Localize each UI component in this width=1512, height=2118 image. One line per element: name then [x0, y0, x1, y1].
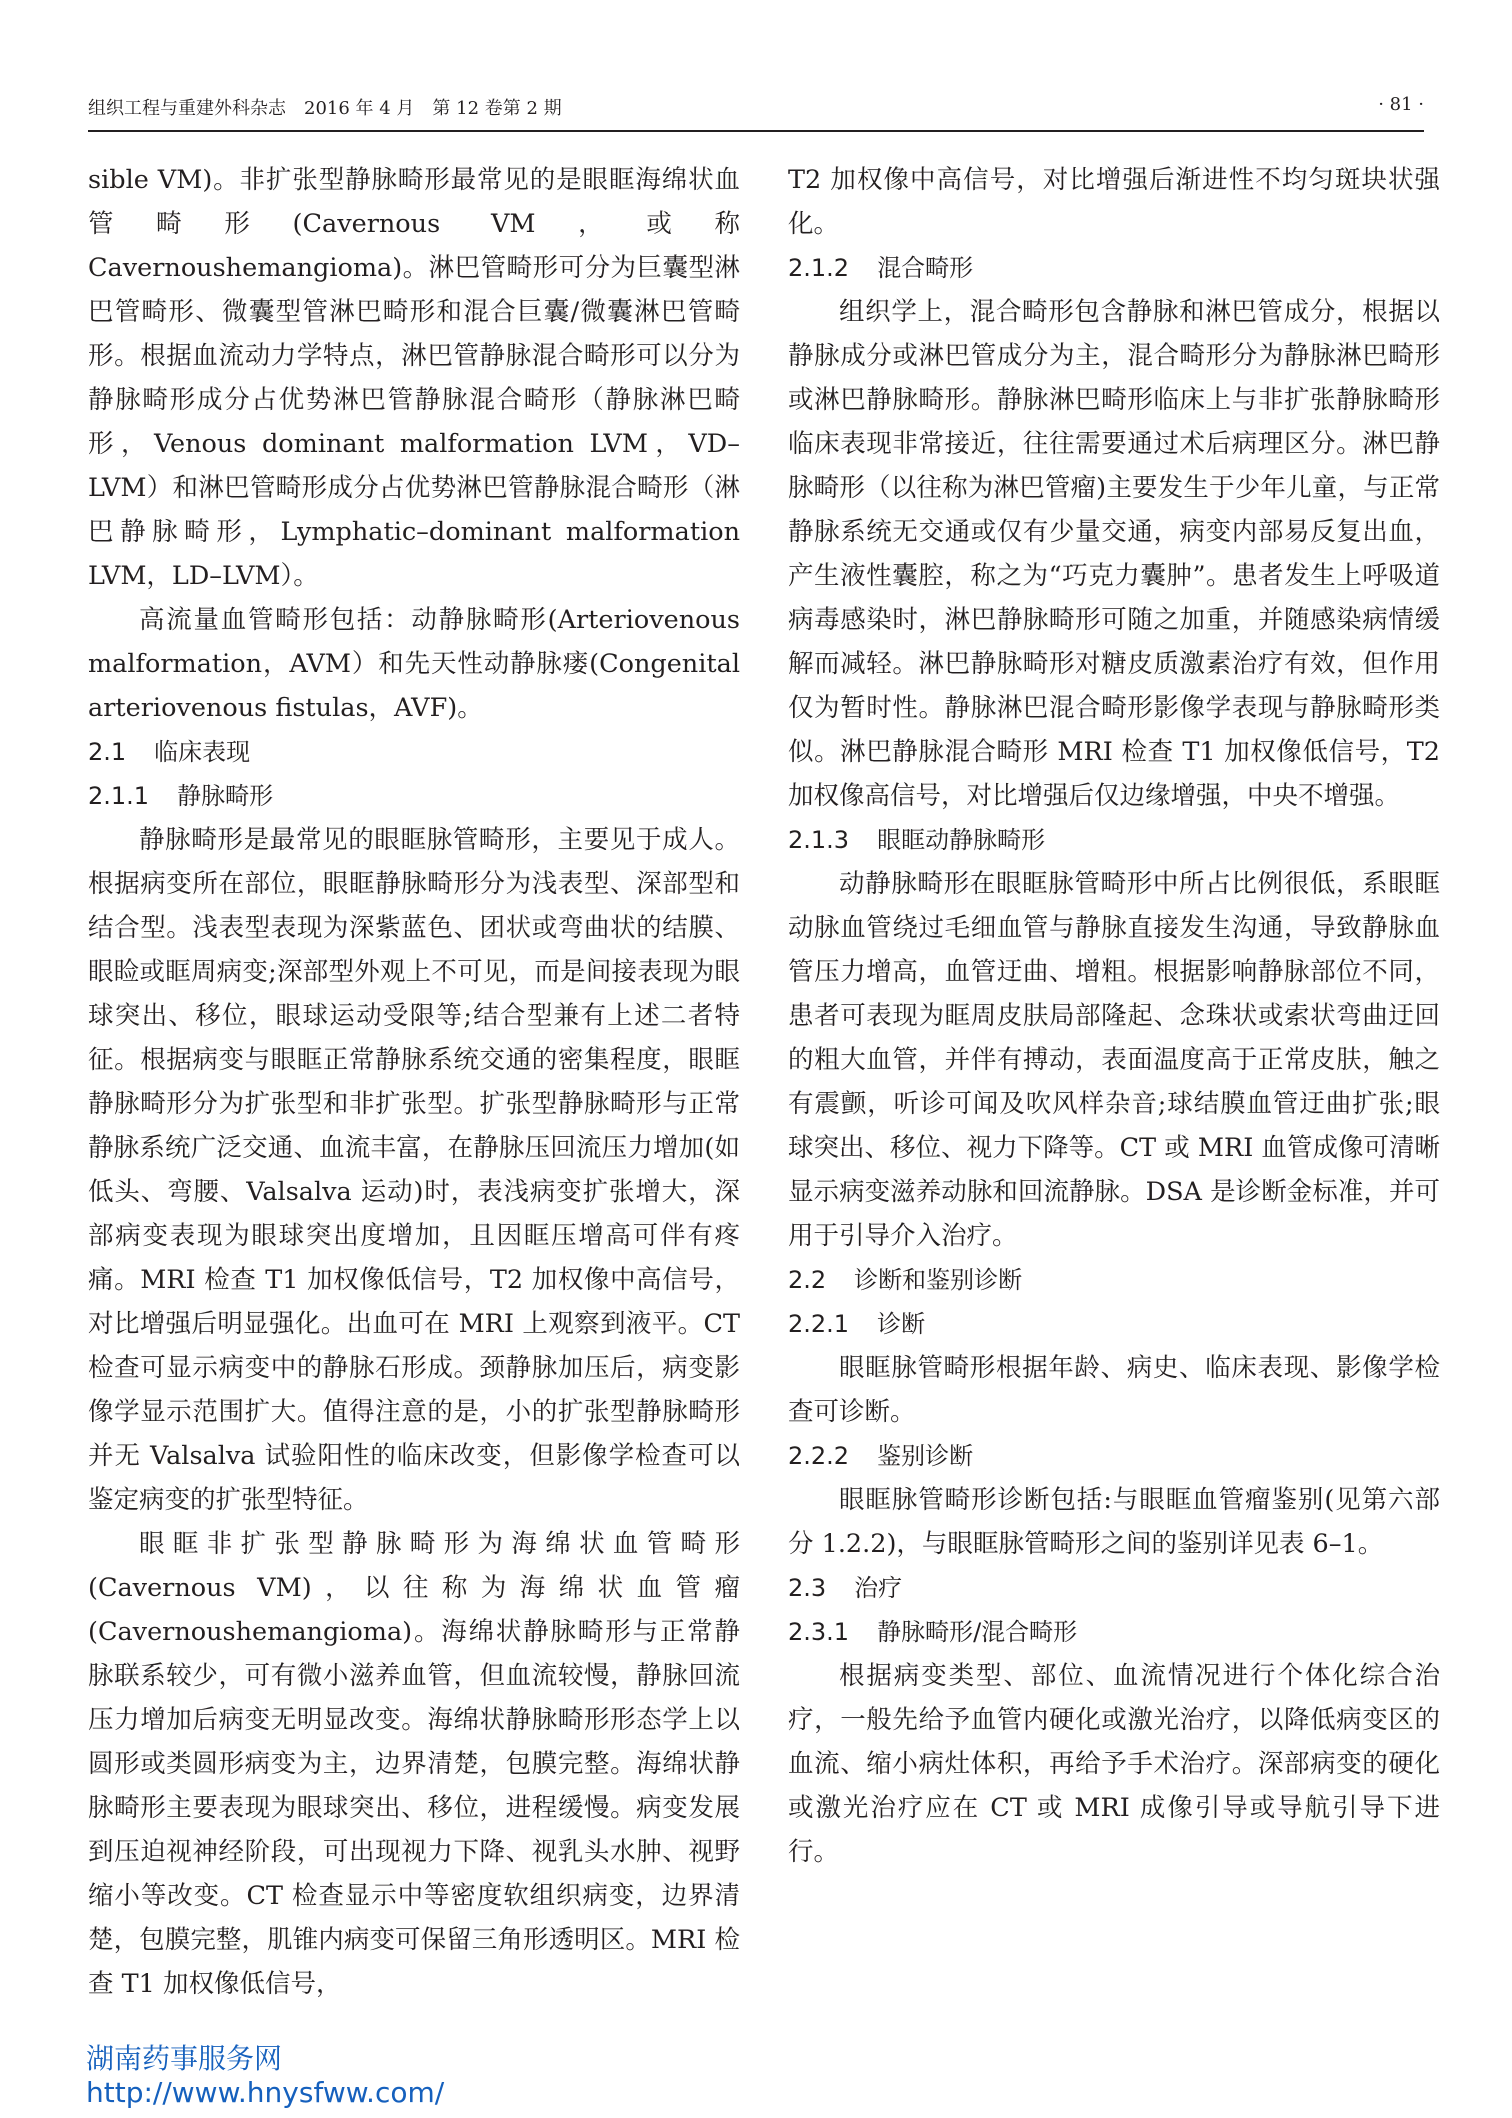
paragraph: 眼眶非扩张型静脉畸形为海绵状血管畸形(Cavernous VM)，以往称为海绵状血管瘤(Cavernoushemangioma)。海绵状静脉畸形与正常静脉联系较少，可有微小滋养血管，但血流较慢，静脉回流压力增加后病变无明显改变。海绵状静脉畸形形态学上以圆形或类圆形病变为主，边界清楚，包膜完整。海绵状静脉畸形主要表现为眼球突出、移位，进程缓慢。病变发展到压迫视神经阶段，可出现视力下降、视乳头水肿、视野缩小等改变。CT 检查显示中等密度软组织病变，边界清楚，包膜完整，肌锥内病变可保留三角形透明区。MRI 检查 T1 加权像低信号， [88, 1529, 740, 1999]
section-title: 诊断和鉴别诊断 [854, 1266, 1023, 1294]
section-heading [88, 730, 740, 774]
section-number: 2.3.1 [788, 1618, 850, 1646]
paragraph: sible VM)。非扩张型静脉畸形最常见的是眼眶海绵状血管畸形(Cavernous VM，或称 Cavernoushemangioma)。淋巴管畸形可分为巨囊型淋巴管畸形、微囊型管淋巴畸形和混合巨囊/微囊淋巴管畸形。根据血流动力学特点，淋巴管静脉混合畸形可以分为静脉畸形成分占优势淋巴管静脉混合畸形（静脉淋巴畸形，Venous dominant malformation LVM，VD–LVM）和淋巴管畸形成分占优势淋巴管静脉混合畸形（淋巴静脉畸形，Lymphatic–dominant malformation LVM，LD–LVM）。 [88, 165, 740, 591]
paragraph: 眼眶脉管畸形诊断包括:与眼眶血管瘤鉴别(见第六部分 1.2.2)，与眼眶脉管畸形之间的鉴别详见表 6–1。 [788, 1485, 1440, 1559]
section-title: 临床表现 [154, 738, 251, 766]
section-heading [788, 1258, 1440, 1302]
section-title: 鉴别诊断 [877, 1442, 974, 1470]
watermark-site-url: http://www.hnysfww.com/ [86, 2076, 445, 2109]
header-rule [88, 130, 1424, 132]
section-number: 2.2.2 [788, 1442, 850, 1470]
section-heading [788, 1566, 1440, 1610]
page-header [88, 94, 1424, 124]
section-heading [788, 246, 1440, 290]
section-heading [788, 1302, 1440, 1346]
paragraph: 动静脉畸形在眼眶脉管畸形中所占比例很低，系眼眶动脉血管绕过毛细血管与静脉直接发生沟通，导致静脉血管压力增高，血管迂曲、增粗。根据影响静脉部位不同，患者可表现为眶周皮肤局部隆起、念珠状或索状弯曲迂回的粗大血管，并伴有搏动，表面温度高于正常皮肤，触之有震颤，听诊可闻及吹风样杂音;球结膜血管迂曲扩张;眼球突出、移位、视力下降等。CT 或 MRI 血管成像可清晰显示病变滋养动脉和回流静脉。DSA 是诊断金标准，并可用于引导介入治疗。 [788, 869, 1440, 1251]
right-column [788, 158, 1440, 1874]
section-title: 静脉畸形 [177, 782, 274, 810]
watermark-footer [86, 2042, 444, 2110]
section-heading [788, 818, 1440, 862]
paragraph: 眼眶脉管畸形根据年龄、病史、临床表现、影像学检查可诊断。 [788, 1353, 1440, 1427]
left-column [88, 158, 740, 2006]
section-title: 治疗 [854, 1574, 903, 1602]
paragraph: T2 加权像中高信号，对比增强后渐进性不均匀斑块状强化。 [788, 165, 1440, 239]
section-title: 静脉畸形/混合畸形 [877, 1618, 1078, 1646]
section-heading [88, 774, 740, 818]
section-title: 眼眶动静脉畸形 [877, 826, 1046, 854]
section-heading [788, 1434, 1440, 1478]
paragraph: 高流量血管畸形包括：动静脉畸形(Arteriovenous malformation，AVM）和先天性动静脉瘘(Congenital arteriovenous fistulas，AVF)。 [88, 605, 740, 723]
section-number: 2.1.1 [88, 782, 150, 810]
section-number: 2.3 [788, 1574, 827, 1602]
journal-info: 组织工程与重建外科杂志 2016 年 4 月 第 12 卷第 2 期 [88, 98, 562, 119]
section-number: 2.2 [788, 1266, 827, 1294]
section-title: 诊断 [877, 1310, 926, 1338]
page-number: · 81 · [1378, 94, 1424, 115]
section-number: 2.1.3 [788, 826, 850, 854]
paragraph: 静脉畸形是最常见的眼眶脉管畸形，主要见于成人。根据病变所在部位，眼眶静脉畸形分为浅表型、深部型和结合型。浅表型表现为深紫蓝色、团状或弯曲状的结膜、眼睑或眶周病变;深部型外观上不可见，而是间接表现为眼球突出、移位，眼球运动受限等;结合型兼有上述二者特征。根据病变与眼眶正常静脉系统交通的密集程度，眼眶静脉畸形分为扩张型和非扩张型。扩张型静脉畸形与正常静脉系统广泛交通、血流丰富，在静脉压回流压力增加(如低头、弯腰、Valsalva 运动)时，表浅病变扩张增大，深部病变表现为眼球突出度增加，且因眶压增高可伴有疼痛。MRI 检查 T1 加权像低信号，T2 加权像中高信号，对比增强后明显强化。出血可在 MRI 上观察到液平。CT 检查可显示病变中的静脉石形成。颈静脉加压后，病变影像学显示范围扩大。值得注意的是，小的扩张型静脉畸形并无 Valsalva 试验阳性的临床改变，但影像学检查可以鉴定病变的扩张型特征。 [88, 825, 740, 1515]
paragraph: 组织学上，混合畸形包含静脉和淋巴管成分，根据以静脉成分或淋巴管成分为主，混合畸形分为静脉淋巴畸形或淋巴静脉畸形。静脉淋巴畸形临床上与非扩张静脉畸形临床表现非常接近，往往需要通过术后病理区分。淋巴静脉畸形（以往称为淋巴管瘤)主要发生于少年儿童，与正常静脉系统无交通或仅有少量交通，病变内部易反复出血，产生液性囊腔，称之为“巧克力囊肿”。患者发生上呼吸道病毒感染时，淋巴静脉畸形可随之加重，并随感染病情缓解而减轻。淋巴静脉畸形对糖皮质激素治疗有效，但作用仅为暂时性。静脉淋巴混合畸形影像学表现与静脉畸形类似。淋巴静脉混合畸形 MRI 检查 T1 加权像低信号，T2 加权像高信号，对比增强后仅边缘增强，中央不增强。 [788, 297, 1440, 811]
section-number: 2.1.2 [788, 254, 850, 282]
paragraph: 根据病变类型、部位、血流情况进行个体化综合治疗，一般先给予血管内硬化或激光治疗，以降低病变区的血流、缩小病灶体积，再给予手术治疗。深部病变的硬化或激光治疗应在 CT 或 MRI 成像引导或导航引导下进行。 [788, 1661, 1440, 1867]
section-number: 2.2.1 [788, 1310, 850, 1338]
section-heading [788, 1610, 1440, 1654]
watermark-site-name: 湖南药事服务网 [86, 2042, 283, 2075]
section-title: 混合畸形 [877, 254, 974, 282]
section-number: 2.1 [88, 738, 127, 766]
